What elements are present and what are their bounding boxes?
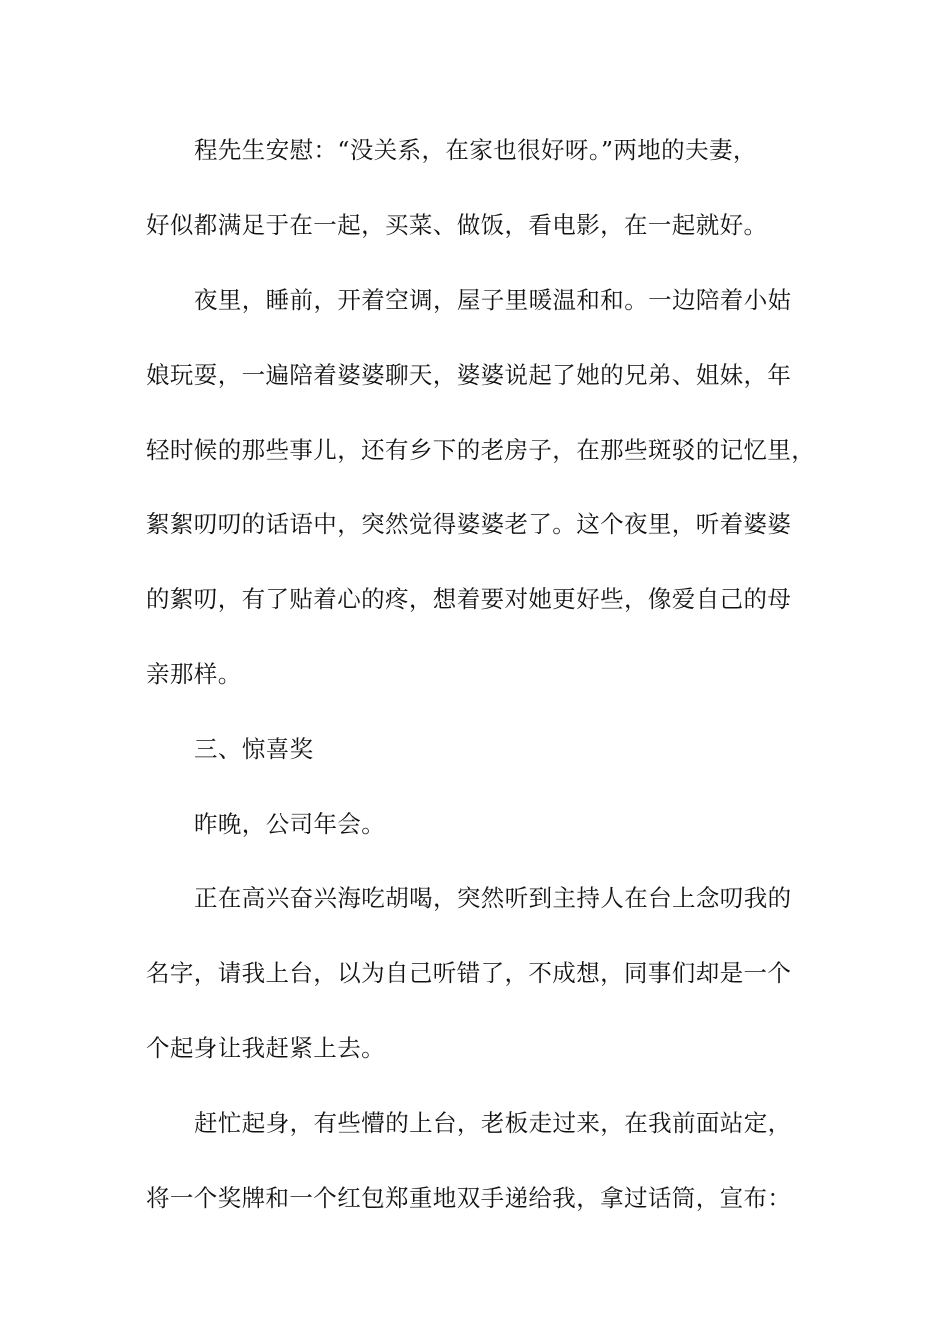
paragraph-line: 的絮叨，有了贴着心的疼，想着要对她更好些，像爱自己的母 — [146, 585, 792, 613]
section-heading: 三、惊喜奖 — [194, 735, 314, 763]
paragraph-line: 个起身让我赶紧上去。 — [146, 1034, 385, 1062]
paragraph-line: 好似都满足于在一起，买菜、做饭，看电影，在一起就好。 — [146, 211, 768, 239]
paragraph-line: 赶忙起身，有些懵的上台，老板走过来，在我前面站定， — [194, 1109, 792, 1137]
paragraph-line: 夜里，睡前，开着空调，屋子里暖温和和。一边陪着小姑 — [194, 286, 792, 314]
paragraph-line: 昨晚，公司年会。 — [194, 810, 386, 838]
paragraph-line: 娘玩耍，一遍陪着婆婆聊天，婆婆说起了她的兄弟、姐妹，年 — [146, 361, 792, 389]
paragraph-line: 程先生安慰：“没关系，在家也很好呀。”两地的夫妻， — [194, 136, 757, 164]
paragraph-line: 亲那样。 — [146, 660, 242, 688]
paragraph-line: 絮絮叨叨的话语中，突然觉得婆婆老了。这个夜里，听着婆婆 — [146, 510, 792, 538]
paragraph-line: 正在高兴奋兴海吃胡喝，突然听到主持人在台上念叨我的 — [194, 884, 792, 912]
paragraph-line: 名字，请我上台，以为自己听错了，不成想，同事们却是一个 — [146, 959, 792, 987]
paragraph-line: 将一个奖牌和一个红包郑重地双手递给我，拿过话筒，宣布： — [146, 1184, 792, 1212]
paragraph-line: 轻时候的那些事儿，还有乡下的老房子，在那些斑驳的记忆里， — [146, 436, 816, 464]
